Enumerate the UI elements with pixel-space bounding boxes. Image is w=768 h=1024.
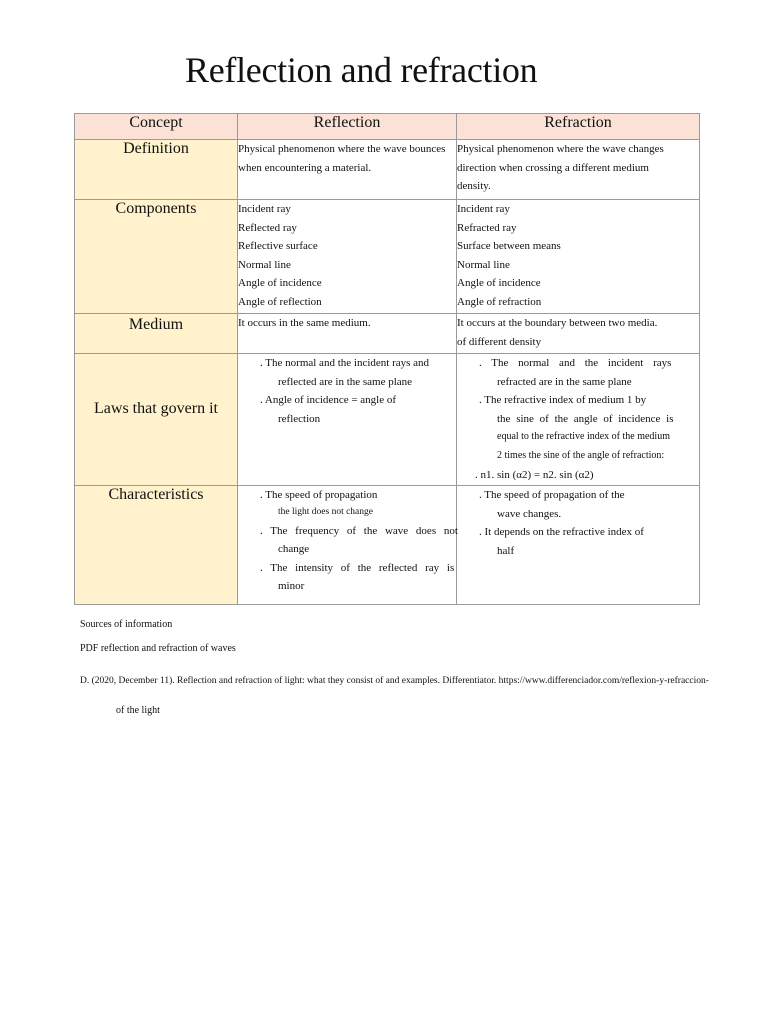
- text-line: Angle of reflection: [238, 295, 322, 308]
- source-citation: D. (2020, December 11). Reflection and refraction of light: what they consist of and examples. Differentiator. https://www.differenciador.com/reflexion-y-refraccion-: [80, 676, 709, 686]
- text-line: . The refractive index of medium 1 by: [479, 394, 647, 407]
- text-line: . n1. sin (α2) = n2. sin (α2): [475, 468, 594, 481]
- text-line: reflection: [278, 412, 321, 425]
- text-line: Incident ray: [238, 203, 291, 215]
- text-line: Physical phenomenon where the wave bounces: [238, 143, 446, 155]
- text-line: Refracted ray: [457, 221, 517, 234]
- text-line: . The normal and the incident rays and: [260, 357, 430, 369]
- text-line: Physical phenomenon where the wave changes: [457, 143, 664, 155]
- laws-refraction: [457, 354, 700, 486]
- header-reflection: Reflection: [238, 114, 457, 140]
- source-item: PDF reflection and refraction of waves: [80, 643, 236, 654]
- text-line: Angle of incidence: [457, 277, 541, 290]
- table-row-definition: [75, 140, 700, 200]
- text-line: Surface between means: [457, 240, 561, 253]
- text-line: reflected are in the same plane: [278, 375, 413, 388]
- header-concept: Concept: [75, 114, 238, 140]
- text-line: minor: [278, 580, 305, 593]
- table-row-characteristics: [75, 486, 700, 605]
- text-line: when encountering a material.: [238, 161, 372, 174]
- table-row-components: [75, 200, 700, 314]
- characteristics-reflection: [238, 486, 457, 605]
- table-header-row: [75, 114, 700, 140]
- text-line: half: [497, 544, 515, 557]
- text-line: refracted are in the same plane: [497, 375, 632, 388]
- text-line: . The speed of propagation of the: [479, 489, 625, 501]
- text-line: wave changes.: [497, 507, 562, 520]
- definition-reflection: [238, 140, 457, 200]
- text-line: . The intensity of the reflected ray is: [260, 561, 455, 574]
- laws-reflection: [238, 354, 457, 486]
- text-line: . It depends on the refractive index of: [479, 526, 644, 539]
- source-citation-continued: of the light: [116, 705, 160, 716]
- comparison-table: [74, 113, 700, 605]
- components-reflection: [238, 200, 457, 314]
- text-line: . The normal and the incident rays: [479, 357, 672, 369]
- text-line: change: [278, 543, 310, 556]
- text-line: . The speed of propagation: [260, 489, 378, 501]
- page-title: Reflection and refraction: [185, 50, 538, 90]
- text-line: It occurs in the same medium.: [238, 317, 371, 329]
- text-line: Angle of incidence: [238, 277, 322, 290]
- text-line: the light does not change: [278, 506, 373, 517]
- text-line: the sine of the angle of incidence is: [497, 412, 674, 425]
- text-line: Reflected ray: [238, 221, 297, 234]
- text-line: equal to the refractive index of the medium: [497, 431, 670, 443]
- row-label-components: Components: [75, 200, 238, 314]
- table-row-laws: [75, 354, 700, 486]
- table-row-medium: [75, 314, 700, 354]
- row-label-definition: Definition: [75, 140, 238, 200]
- text-line: density.: [457, 180, 491, 193]
- components-refraction: [457, 200, 700, 314]
- text-line: . Angle of incidence = angle of: [260, 394, 397, 407]
- medium-reflection: [238, 314, 457, 354]
- medium-refraction: [457, 314, 700, 354]
- text-line: . The frequency of the wave does not: [260, 524, 458, 537]
- text-line: Normal line: [238, 258, 291, 271]
- text-line: Angle of refraction: [457, 295, 542, 308]
- text-line: 2 times the sine of the angle of refraction:: [497, 449, 665, 461]
- row-label-characteristics: Characteristics: [75, 486, 238, 605]
- text-line: Incident ray: [457, 203, 510, 215]
- sources-heading: Sources of information: [80, 619, 173, 630]
- row-label-medium: Medium: [75, 314, 238, 354]
- text-line: direction when crossing a different medium: [457, 161, 649, 174]
- text-line: of different density: [457, 335, 542, 348]
- text-line: Reflective surface: [238, 240, 318, 253]
- text-line: Normal line: [457, 258, 510, 271]
- definition-refraction: [457, 140, 700, 200]
- row-label-laws: Laws that govern it: [75, 354, 238, 486]
- text-line: It occurs at the boundary between two media.: [457, 317, 658, 329]
- characteristics-refraction: [457, 486, 700, 605]
- header-refraction: Refraction: [457, 114, 700, 140]
